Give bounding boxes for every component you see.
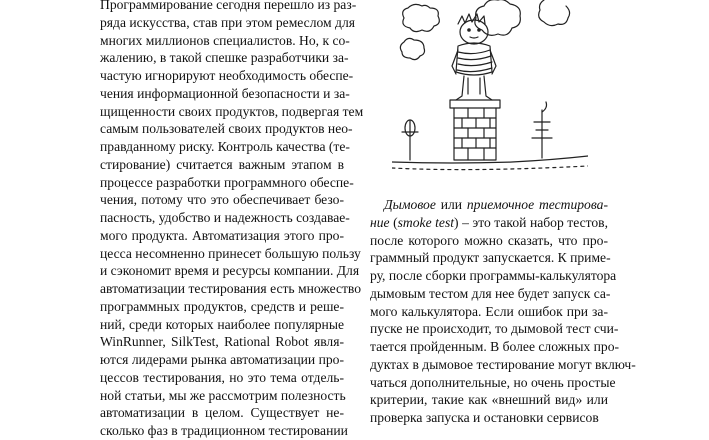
person-figure-icon — [452, 14, 496, 100]
right-body-lines — [370, 232, 636, 427]
text-line: критерии, такие как «внешний вид» или — [370, 392, 608, 408]
smoke-cloud-icon — [400, 0, 569, 60]
text-line: проверка запуска и остановки сервисов — [370, 410, 599, 425]
paren-open: ( — [389, 214, 398, 230]
term-acceptance: приемочное тестирова- — [466, 197, 608, 212]
text-line: жалению, в такой спешке разработчики за- — [100, 50, 349, 66]
definition-line — [370, 196, 608, 214]
antenna-icon — [402, 102, 552, 160]
text-line: ной статьи, мы же рассмотрим полезность — [100, 387, 346, 403]
text-line: ру, после сборки программы-калькулятора — [370, 268, 617, 283]
person-on-chimney-drawing-icon — [392, 0, 588, 176]
text-line: частую игнорируют необходимость обеспе- — [100, 68, 354, 83]
left-text-column — [100, 0, 364, 440]
term-smoke: Дымовое — [384, 197, 436, 212]
chimney-icon — [450, 100, 500, 160]
text-line: дымовым тестом для нее будет запуск са- — [370, 285, 611, 301]
text-line: после которого можно сказать, что про- — [370, 232, 608, 248]
text-line: программных продуктов, средств и реше- — [100, 298, 344, 314]
term-smoke-test: smoke test — [397, 214, 455, 230]
text-line: правданному риску. Контроль качества (те- — [100, 139, 350, 154]
text-line: стирование) считается важным этапом в — [100, 156, 344, 172]
text-line: ются лидерами рынка автоматизации про- — [100, 352, 344, 367]
text-line: пуске не происходит, то дымовой тест счи- — [370, 321, 619, 337]
text-line: процессе разработки программного обеспе- — [100, 174, 354, 190]
text-line: чения информационной безопасности и за- — [100, 85, 350, 101]
text-line: цесса несомненно принесет большую пользу — [100, 245, 361, 261]
text-line: тается пройденным. В более сложных про- — [370, 339, 620, 354]
text-line: сколько фаз в традиционном тестировании — [100, 423, 348, 438]
term-connector: или — [435, 197, 467, 212]
text-line: пасность, удобство и надежность создавае- — [100, 210, 350, 225]
text-line: чения, потому что это обеспечивает безо- — [100, 192, 344, 208]
text-line: граммный продукт запускается. К приме- — [370, 250, 611, 266]
text-line: WinRunner, SilkTest, Rational Robot явля- — [100, 334, 344, 350]
text-line: чаться дополнительные, но очень простые — [370, 374, 616, 390]
text-line: мого калькулятора. Если ошибок при за- — [370, 303, 608, 319]
term-acceptance-end: ние — [370, 214, 390, 230]
text-line: и сэкономит время и ресурсы компании. Для — [100, 263, 360, 279]
text-line: щищенности своих продуктов, подвергая тем — [100, 103, 364, 119]
text-line: Программирование сегодня перешло из раз- — [100, 0, 357, 12]
definition-line — [370, 214, 608, 232]
text-line: автоматизации в целом. Существует не- — [100, 405, 344, 421]
text-line: автоматизации тестирования есть множество — [100, 281, 362, 296]
right-text-column — [370, 196, 636, 427]
text-line: мого продукта. Автоматизация этого про- — [100, 227, 344, 243]
text-line: многих миллионов специалистов. Но, к со- — [100, 32, 350, 48]
text-line: ряда искусства, став при этом ремеслом для — [100, 14, 355, 30]
text-line: самым пользователей своих продуктов нео- — [100, 121, 353, 137]
text-line: ний, среди которых наиболее популярные — [100, 316, 344, 332]
text-line: цессов тестирования, но это тема отдель- — [100, 369, 344, 385]
text-line: дуктах в дымовое тестирование могут включ- — [370, 356, 636, 372]
definition-rest: ) – это такой набор тестов, — [454, 214, 609, 230]
